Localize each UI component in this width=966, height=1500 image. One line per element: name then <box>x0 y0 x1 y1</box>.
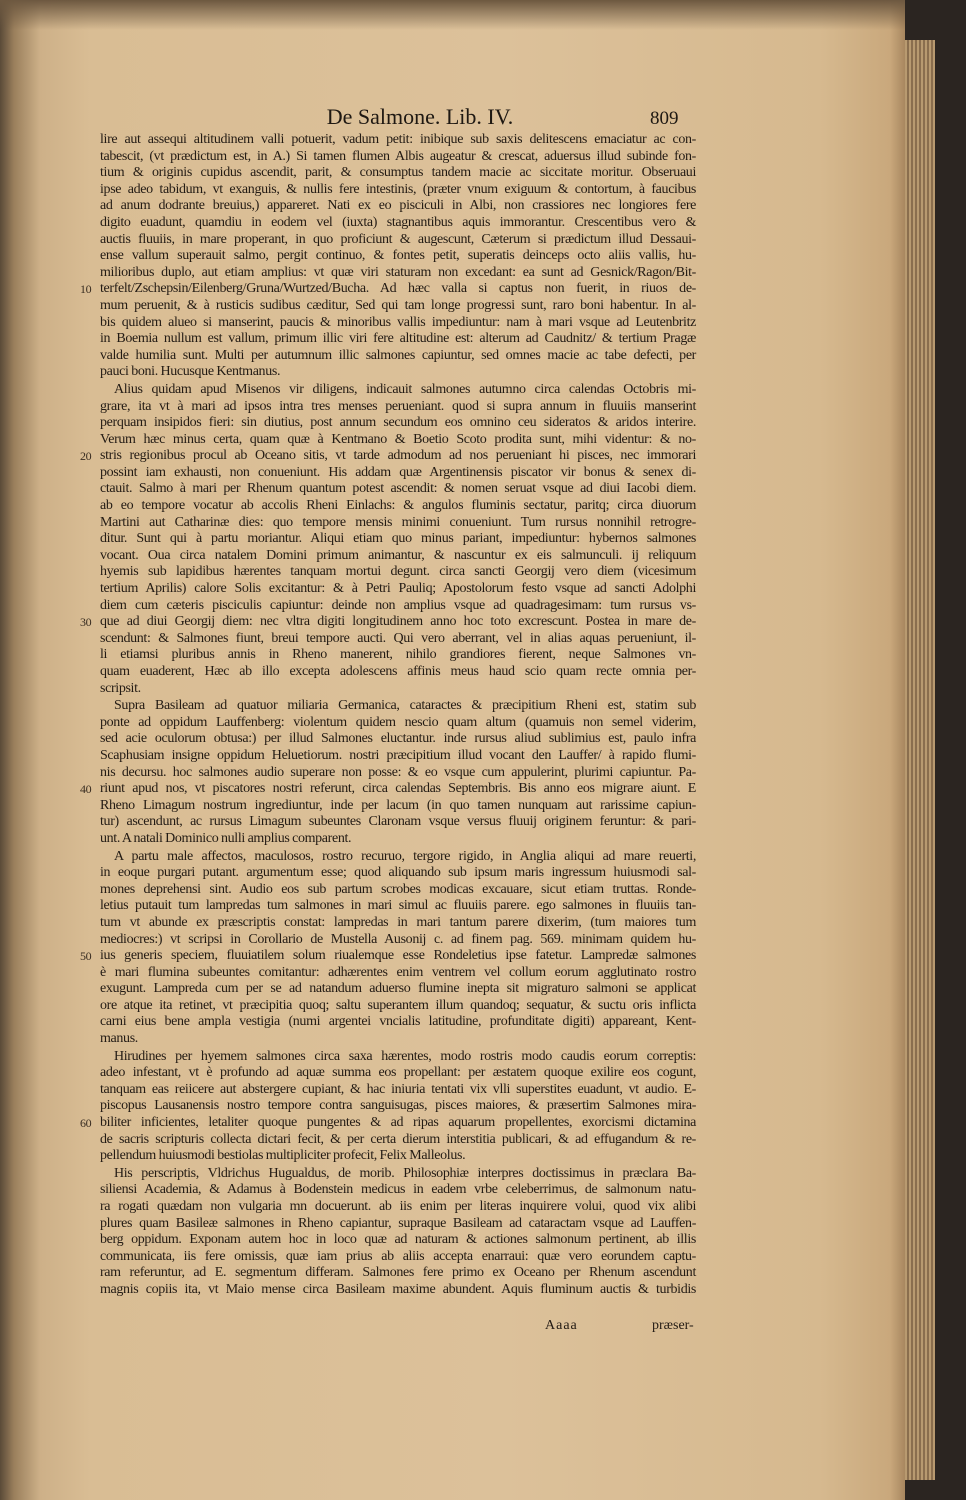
line-text: ore atque ita retinet, vt præcipitia quoq; saltu superantem illum quandoq; sequatur, & suctu oris inflicta <box>100 997 696 1013</box>
text-line <box>100 932 696 949</box>
text-line <box>100 182 696 199</box>
text-line <box>100 915 696 932</box>
line-text: de sacris scripturis collecta dictari fecit, & per certa dierum interstitia publicari, & ad effugandum & re- <box>100 1131 696 1147</box>
line-text: auctis fluuiis, in mare properant, in quo proficiunt & augescunt, Cæterum si prædictum illud Dessaui- <box>100 231 696 247</box>
line-text: diem cum cæteris pisciculis capiuntur: deinde non amplius vsque ad quadragesimam: tum rursus vs- <box>100 597 696 613</box>
line-text: ra rogati quædam non vulgaria mn docuerunt. ab iis enim per literas inquirere volui, quod vix alibi <box>100 1199 696 1214</box>
text-line <box>80 1115 696 1132</box>
line-number: 10 <box>80 282 92 297</box>
text-line <box>100 232 696 249</box>
text-line <box>100 315 696 332</box>
line-text: vocant. Oua circa natalem Domini primum animantur, & nascuntur ex eis salmunculi. ij reliquum <box>100 547 696 563</box>
text-line <box>100 765 696 782</box>
line-text: unt. A natali Dominico nulli amplius comparent. <box>100 830 352 846</box>
text-line <box>100 1082 696 1099</box>
text-line <box>100 132 696 149</box>
text-line <box>100 631 696 648</box>
text-line <box>100 831 696 848</box>
text-line <box>100 814 696 831</box>
line-text: adeo infestant, vt è profundo ad aquæ summa eos propellant: per æstatem quoque exilire eos cogunt, <box>100 1065 696 1081</box>
body-text <box>80 132 696 1299</box>
text-line <box>100 1282 696 1299</box>
text-line <box>100 798 696 815</box>
text-line <box>100 348 696 365</box>
text-line <box>100 981 696 998</box>
text-line <box>100 731 696 748</box>
text-line <box>100 364 696 381</box>
text-line <box>100 1166 696 1183</box>
text-line <box>100 1232 696 1249</box>
line-text: biliter inficientes, letaliter quoque pungentes & ad ripas aquarum propellentes, exorcismi dictamina <box>100 1115 696 1131</box>
line-text: que ad diui Georgij diem: nec vltra digiti longitudinem anno hoc toto excrescunt. Postea in mare de- <box>100 614 696 630</box>
catchword: præser- <box>652 1318 694 1333</box>
text-line <box>100 399 696 416</box>
text-line <box>80 781 696 798</box>
text-line <box>100 1249 696 1266</box>
line-text: ense vallum superauit salmo, pergit continuo, & fontes petit, superatis deinceps octo aliis vallis, hu- <box>100 248 696 264</box>
line-number: 30 <box>80 615 92 630</box>
signature-mark: Aaaa <box>545 1318 578 1333</box>
text-line <box>100 564 696 581</box>
text-line <box>100 548 696 565</box>
text-line <box>100 149 696 166</box>
text-line <box>100 531 696 548</box>
line-text: tertium Aprilis) calore Solis excitantur: & à Petri Pauliq; Apostolorum festo vsque ad sancti Adolphi <box>100 581 696 597</box>
line-text: Rheno Limagum nostrum ingrediuntur, inde per lacum (in quo tamen nunquam aut rarissime capiun- <box>100 797 696 813</box>
line-text: in eoque purgari putant. argumentum esse; quod aliquando sub ipsum maris ingressum huiusmodi sal- <box>100 865 696 881</box>
line-text: scendunt: & Salmones fiunt, breui tempore aucti. Qui vero aberrant, vel in alias aquas perueniunt, il- <box>100 630 696 646</box>
text-line <box>100 748 696 765</box>
line-text: pellendum huiusmodi bestiolas multipliciter profecit, Felix Malleolus. <box>100 1148 466 1164</box>
line-number: 40 <box>80 782 92 797</box>
text-line <box>100 498 696 515</box>
page-edges <box>905 40 935 1480</box>
text-line <box>100 415 696 432</box>
text-line <box>100 215 696 232</box>
line-text: ab eo tempore vocatur ab accolis Rheni Einlachs: & angulos fluminis sectatur, paritq; circa diuorum <box>100 498 696 514</box>
line-text: Alius quidam apud Misenos vir diligens, indicauit salmones autumno circa calendas Octobris mi- <box>114 381 696 397</box>
text-line <box>100 1132 696 1149</box>
text-line <box>100 647 696 664</box>
text-line <box>100 1065 696 1082</box>
line-text: grare, ita vt à mari ad ipsos intra tres menses perueniant. quod si supra annum in fluuiis manserint <box>100 398 696 414</box>
line-text: tum vt abunde ex præscriptis constat: lampredas in mari tantum parere dixerim, (tum maiores tum <box>100 914 696 930</box>
line-text: ram referuntur, ad E. segmentum differam. Salmones fere primo ex Oceano per Rhenum ascendunt <box>100 1265 696 1281</box>
text-line <box>80 281 696 298</box>
text-line <box>100 715 696 732</box>
text-line <box>100 882 696 899</box>
line-text: mediocres:) vt scripsi in Corollario de Mustella Ausonij c. ad finem pag. 569. minimam quidem hu- <box>100 931 696 947</box>
line-text: exugunt. Lampreda cum per se ad natandum aduerso flumine inepta sit migraturo salmoni se applicat <box>100 981 696 997</box>
line-text: mones deprehensi sint. Audio eos sub partum scrobes modicas excauare, sicut etiam truttas. Ronde- <box>100 881 696 897</box>
text-line <box>100 681 696 698</box>
line-number: 50 <box>80 949 92 964</box>
text-line <box>100 1098 696 1115</box>
line-text: è mari flumina subeuntes comitantur: adhærentes enim ventrem vel collum eorum agglutinato rostro <box>100 964 696 980</box>
text-line <box>100 382 696 399</box>
text-line <box>100 265 696 282</box>
text-line <box>100 1148 696 1165</box>
line-text: milioribus duplo, aut etiam amplius: vt quæ viri staturam non excedant: ea sunt ad Gesnick/Ragon/Bit- <box>100 264 696 280</box>
line-number: 20 <box>80 449 92 464</box>
text-line <box>100 1265 696 1282</box>
line-text: hyemis sub lapidibus hærentes tanquam mortui degunt. circa sancti Georgij vero diem (vicesimum <box>100 564 696 580</box>
line-text: A partu male affectos, maculosos, rostro recuruo, tergore rigido, in Anglia aliqui ad mare reuerti, <box>114 848 696 864</box>
text-line <box>100 298 696 315</box>
line-text: communicata, iis fere omissis, quæ iam prius ab aliis accepta enarraui: quæ vero eorundem captu- <box>100 1248 696 1264</box>
line-text: ad anum dodrante breuius,) appareret. Nati ex eo pisciculi in Albi, non crassiores nec longiores fere <box>100 198 696 214</box>
text-line <box>100 165 696 182</box>
text-line <box>100 865 696 882</box>
line-text: scripsit. <box>100 680 141 696</box>
page-number: 809 <box>650 108 679 129</box>
line-text: stris regionibus procul ab Oceano sitis, vt tarde admodum ad nos perueniant hi pisces, nec immorari <box>100 448 696 464</box>
line-text: tur) ascendunt, ac rursus Limagum subeuntes Claronam vsque versus fluuij originem feruntur: & pari- <box>100 814 696 830</box>
line-text: mum peruenit, & à rusticis sudibus cæditur, Sed qui tam longe progressi sunt, raro boni habentur. In al- <box>100 297 696 313</box>
line-text: sed acie oculorum obtusa:) per illud Salmones eluctantur. inde rursus aliud sublimius est, paulo infra <box>100 731 696 747</box>
text-line <box>100 248 696 265</box>
line-text: piscopus Lausanensis nostro tempore contra sanguisugas, pisces maiores, & præsertim Salmones mira- <box>100 1098 696 1114</box>
line-text: bis quidem alueo si manserint, paucis & minoribus vallis impediuntur: nam à mari vsque ad Leutenbritz <box>100 314 696 330</box>
line-text: digito euadunt, quamdiu in eodem vel (iuxta) stagnantibus aquis immorantur. Crescentibus vero & <box>100 214 696 230</box>
line-text: manus. <box>100 1031 138 1047</box>
line-text: perquam insipidos fieri: sin diutius, post annum secundum eos omnino ceu sideratos & aridos interire. <box>100 415 696 431</box>
line-text: ditur. Sunt qui à partu moriantur. Aliqui etiam quo minus pariant, impediuntur: hybernos salmones <box>100 531 696 547</box>
line-text: pauci boni. Hucusque Kentmanus. <box>100 364 281 380</box>
text-line <box>100 1049 696 1066</box>
text-line <box>80 948 696 965</box>
line-text: siliensi Academia, & Adamus à Bodenstein medicus in eadem vrbe celeberrimus, de salmonum natu- <box>100 1182 696 1198</box>
line-text: ius generis speciem, fluuiatilem solum riualemque esse Rondeletius ipse fatetur. Lampredæ salmones <box>100 948 696 964</box>
line-text: plures quam Basileæ salmones in Rheno capiantur, supraque Basileam ad cataractam vsque ad Lauffen- <box>100 1215 696 1231</box>
line-text: Hirudines per hyemem salmones circa saxa hærentes, modo rostris modo caudis eorum correptis: <box>114 1048 696 1064</box>
text-line <box>100 1031 696 1048</box>
text-line <box>100 481 696 498</box>
line-text: Supra Basileam ad quatuor miliaria Germanica, cataractes & præcipitium Rheni est, statim sub <box>114 698 696 714</box>
line-text: Martini aut Catharinæ dies: quo tempore mensis minimi conueniunt. Tum rursus nonnihil retrogre- <box>100 514 696 530</box>
line-text: Scaphusiam insigne oppidum Heluetiorum. nostri præcipitium illud vocant den Lauffer/ à rapido flumi- <box>100 747 696 763</box>
line-text: tanquam eas reiicere aut abstergere cupiant, & hac iniuria tentati vix vlli superstites euadunt, vt audio. E- <box>100 1081 696 1097</box>
line-text: magnis copiis ita, vt Maio mense circa Basileam maxime abundent. Aquis fluminum auctis & turbidis <box>100 1281 696 1297</box>
line-text: riunt apud nos, vt piscatores nostri referunt, circa calendas Septembris. Bis anno eos migrare aiunt. E <box>100 781 696 797</box>
line-text: ponte ad oppidum Lauffenberg: violentum quidem nescio quam altum (quamuis non semel viderim, <box>100 714 696 730</box>
text-line <box>100 1216 696 1233</box>
line-text: valde humilia sunt. Multi per autumnum illic salmones capiuntur, sed omnes macie ac tabe defecti, per <box>100 347 696 363</box>
running-header: De Salmone. Lib. IV. <box>326 104 514 129</box>
text-line <box>100 1014 696 1031</box>
line-text: tium & originis cupidus ascendit, parit, & consumptus tandem macie ac siccitate moritur. Obseruaui <box>100 165 696 181</box>
text-line <box>100 698 696 715</box>
line-text: lire aut assequi altitudinem valli potuerit, vadum petit: inibique sub saxis delitescens emaciatur ac con- <box>100 132 696 147</box>
line-text: Verum hæc minus certa, quam quæ à Kentmano & Boetio Scoto prodita sunt, mihi videntur: & no- <box>100 431 696 447</box>
line-text: His perscriptis, Vldrichus Hugualdus, de morib. Philosophiæ interpres doctissimus in præclara Ba- <box>114 1165 696 1181</box>
text-line <box>100 998 696 1015</box>
text-line <box>100 515 696 532</box>
line-text: carni eius bene ampla vestigia (numi argentei vncialis latitudine, profunditate digiti) appareant, Kent- <box>100 1014 696 1030</box>
line-number: 60 <box>80 1116 92 1131</box>
line-text: li etiamsi pluribus annis in Rheno manerent, nihilo grandiores fierent, neque Salmones vn- <box>100 647 696 663</box>
line-text: ipse adeo tabidum, vt exanguis, & nullis fere intestinis, (præter vnum exiguum & contortum, à faucibus <box>100 181 696 197</box>
line-text: possint iam exhausti, non conueniunt. His addam quæ Argentinensis piscator vir bonus & senex di- <box>100 464 696 480</box>
line-text: nis decursu. hoc salmones audio superare non posse: & eo vsque cum appulerint, plurimi capiuntur. Pa- <box>100 764 696 780</box>
text-line <box>100 581 696 598</box>
line-text: berg oppidum. Exponam autem hoc in loco quæ ad naturam & actiones salmonum pertinent, ab illis <box>100 1232 696 1248</box>
line-text: quam euaderent, Hæc ab illo excepta adolescens affinis meus haud scio quam recte omnia per- <box>100 664 696 679</box>
text-line <box>100 198 696 215</box>
line-text: ctauit. Salmo à mari per Rhenum quantum potest ascendit: & nomen seruat vsque ad diui Iacobi diem. <box>100 481 696 497</box>
line-text: letius putauit tum lampredas tum salmones in mari simul ac fluuiis parere. ego salmones in fluuiis tan- <box>100 898 696 914</box>
text-line <box>100 965 696 982</box>
text-line <box>100 598 696 615</box>
text-line <box>100 849 696 866</box>
text-line <box>100 664 696 681</box>
text-line <box>100 331 696 348</box>
line-text: in Boemia nullum est vallum, primum illic viri fere altitudine est: alterum ad Caudnitz/ & tertium Pragæ <box>100 331 696 347</box>
text-line <box>100 898 696 915</box>
text-line <box>100 465 696 482</box>
text-line <box>100 1199 696 1216</box>
line-text: terfelt/Zschepsin/Eilenberg/Gruna/Wurtzed/Bucha. Ad hæc valla si captus non fuerit, in riuos de- <box>100 281 696 297</box>
text-line <box>100 1182 696 1199</box>
text-line <box>80 614 696 631</box>
text-line <box>100 432 696 449</box>
line-text: tabescit, (vt prædictum est, in A.) Si tamen flumen Albis augeatur & crescat, aduersus illud subinde fon- <box>100 148 696 164</box>
text-line <box>80 448 696 465</box>
